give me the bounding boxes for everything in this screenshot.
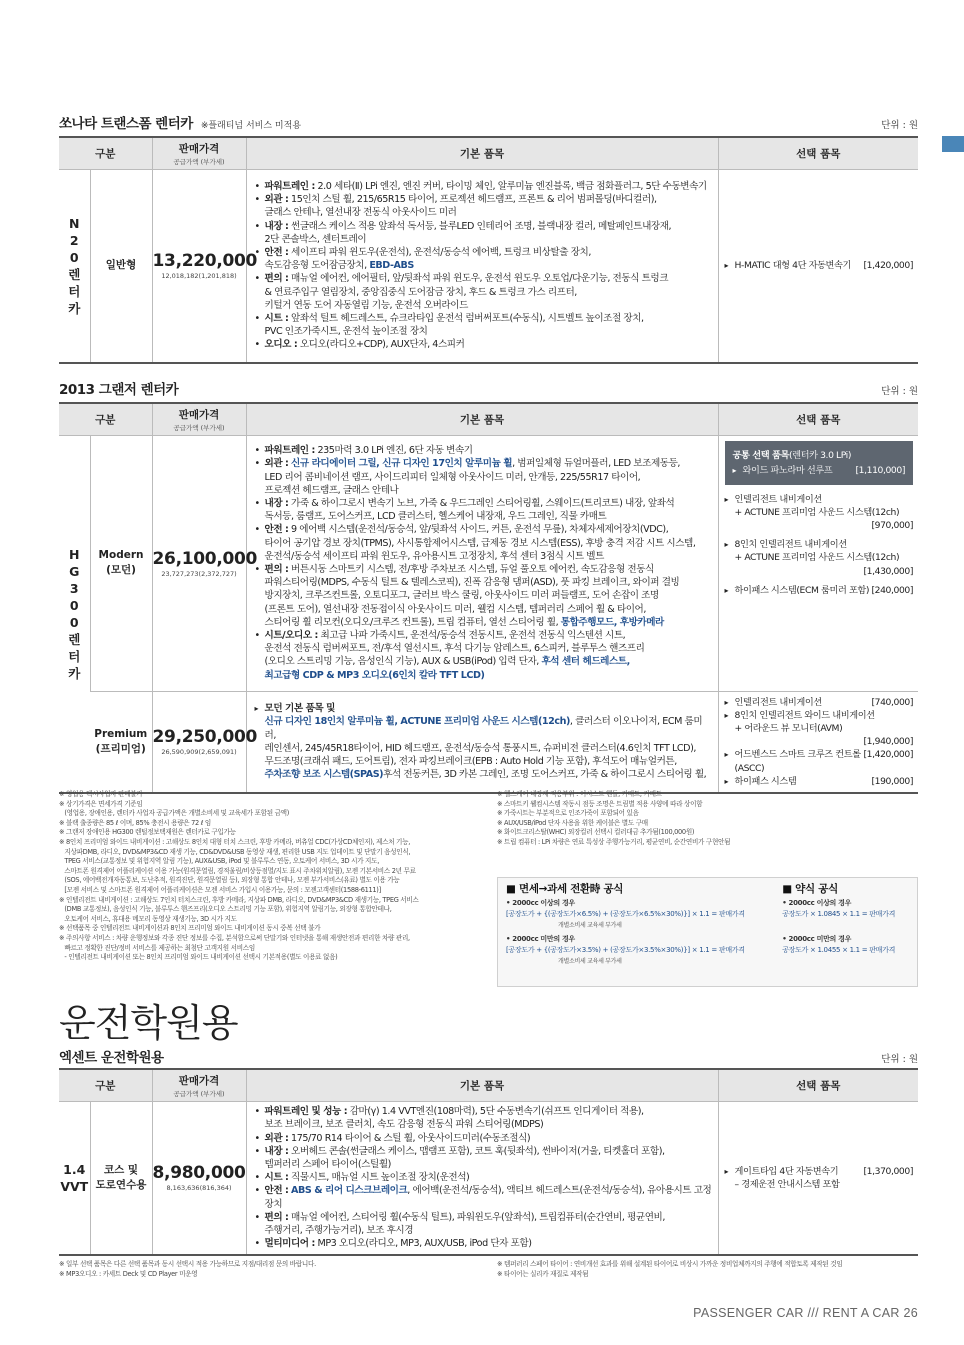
header-category: 구분 <box>59 403 152 435</box>
feature-key: 내장 : <box>264 497 289 509</box>
option-line <box>725 584 914 597</box>
feature-text: 버튼시동 스마트키 시스템, 전/후방 주차보조 시스템, 듀얼 풀오토 에어컨, 속도감응형 전동식 <box>288 564 654 575</box>
vertical-char: 0 <box>69 614 79 630</box>
feature-text: 파워스티어링(MDPS, 수동식 틸트 & 텔레스코픽), 진폭 감응형 댐퍼(ASD), 풋 파킹 브레이크, 와이퍼 결빙 <box>264 577 680 589</box>
option-price: [1,420,000] <box>863 749 914 761</box>
vertical-char: 0 <box>69 249 79 265</box>
note-line: ※ 상기가격은 면세가격 기준임 <box>59 799 143 808</box>
feature-item <box>255 510 713 523</box>
feature-text: 템퍼러리 스페어 타이어(스틸휠) <box>264 1158 391 1170</box>
option-item: ▸ 하이패스 시스템 <box>725 775 797 788</box>
feature-key: 멀티미디어 : <box>264 1238 315 1250</box>
table-row <box>59 1101 918 1255</box>
sonata-spec-table <box>59 136 918 364</box>
feature-item <box>255 325 713 338</box>
feature-key: 편의 : <box>264 564 289 575</box>
feature-key: 파워트레인 : <box>264 445 315 457</box>
vertical-char: 렌 <box>68 631 81 647</box>
option-price: [1,370,000] <box>863 1165 914 1177</box>
feature-item <box>255 642 713 655</box>
feature-text: MP3 오디오(라디오, MP3, AUX/USB, iPod 단자 포함) <box>314 1238 532 1250</box>
accent-notes-left <box>59 1260 489 1279</box>
option-price: [190,000] <box>871 775 914 787</box>
feature-key: 편의 : <box>264 1211 289 1223</box>
price-cell: 29,250,000 26,590,909(2,659,091) <box>152 691 246 793</box>
feature-text: PVC 인조가죽시트, 운전석 높이조절 장치 <box>264 326 428 338</box>
feature-key: 오디오 : <box>264 339 298 351</box>
option-price: [970,000] <box>871 519 914 531</box>
note-line: ※ 블랙 출종량은 85 ℓ 이며, 85% 충전시 용량은 72 ℓ 임 <box>59 818 212 827</box>
feature-item <box>255 1184 713 1210</box>
table-row-premium <box>59 691 918 793</box>
table-header-row <box>59 403 918 435</box>
feature-highlight: EBD-ABS <box>369 260 414 272</box>
header-price: 판매가격 공급가액 (부가세) <box>152 137 246 169</box>
vertical-char: 카 <box>68 300 81 316</box>
option-line <box>725 775 914 788</box>
feature-highlight: 통합주행모드, 후방카메라 <box>560 616 664 628</box>
note-line: 빠르고 정확한 진단/정비 서비스를 제공하는 최첨단 고객지원 서비스임 <box>59 943 255 952</box>
feature-key: 안전 : <box>264 246 289 258</box>
option-cell <box>718 169 918 363</box>
feature-text: 후석 전동커튼, 3D 카본 그레인, 조명 도어스커프, 가죽 & 하이그로시 스티어링 휠, <box>383 769 707 781</box>
note-line: ※ MP3오디오 : 카세트 Deck 및 CD Player 미운영 <box>59 1269 198 1278</box>
feature-text: 15인치 스틸 휠, 215/65R15 타이어, 프로젝션 헤드램프, 프론트 & 리어 범퍼몰딩(바디컬러), <box>288 194 657 206</box>
note-line: ※ 8인치 프리미엄 와이드 내비게이션 : 고해상도 8인치 대형 터치 스크린, 후방 카메라, 버츄얼 CDC(가상CD체인저), 제스처 기능, <box>59 837 410 846</box>
table-header-row <box>59 137 918 169</box>
feature-text: 글래스 안테나, 열선내장 전동식 아웃사이드 미러 <box>264 207 457 219</box>
feature-item <box>255 603 713 616</box>
feature-text: 가죽 & 하이그로시 변속기 노브, 가죽 & 우드그레인 스티어링휠, 스웨이드(트리코트) 내장, 앞좌석 <box>288 497 675 509</box>
feature-text: 앞좌석 틸트 헤드레스트, 슈크라타입 운전석 럼버써포트(수동식), 시트벨트 높이조절 장치, <box>288 312 644 324</box>
option-item: ▸ H-MATIC 대형 4단 자동변속기 <box>725 259 851 272</box>
feature-item <box>255 246 713 259</box>
feature-item <box>255 286 713 299</box>
feature-key: 파워트레인 : <box>264 180 315 192</box>
note-line: 오토케어 서비스, 휴대용 메모리 동영상 재생기능, 3D 시가 지도 <box>59 914 237 923</box>
feature-text: 2단 콘솔박스, 센터트레이 <box>264 233 367 245</box>
feature-item <box>255 655 713 668</box>
feature-item <box>255 312 713 325</box>
feature-text: 독서등, 룸램프, 도어스커프, LCD 클러스터, 헬스케어 내장재, 우드 그레인, 직물 카매트 <box>264 511 607 523</box>
feature-key: 외관 : <box>264 194 289 206</box>
basic-features <box>246 1101 718 1255</box>
trim-label: 일반형 <box>90 169 152 363</box>
option-item: ▸ 인텔리전트 내비게이션 <box>725 696 822 709</box>
feature-item <box>255 715 713 741</box>
note-line: (영업용, 장애인용, 렌터카 사업자 공급가액은 개별소비세 및 교육세가 포함된 금액) <box>59 809 289 818</box>
feature-highlight: 후석 센터 헤드레스트, <box>541 656 630 668</box>
note-line: ※ 타이어는 실리카 재질로 제작됨 <box>497 1269 589 1278</box>
feature-text: , 범퍼일체형 듀얼머플러, LED 보조제동등, <box>512 458 680 470</box>
option-item: ▸ 하이패스 시스템(ECM 룸미러 포함) <box>725 584 870 597</box>
option-cell <box>718 435 918 691</box>
feature-item <box>255 259 713 272</box>
feature-text: 주행거리, 주행가능거리), 보조 후시경 <box>264 1224 414 1236</box>
note-line: 지상파DMB, 라디오, DVD&MP3&CD 재생 기능, CD&DVD&USB 동영상 재생, 편리한 USB 지도 업데이트 및 단말기 음성인식, <box>59 847 411 856</box>
feature-text: 프로젝션 헤드램프, 글래스 안테나 <box>264 484 399 496</box>
basic-features <box>246 435 718 691</box>
table-row <box>59 169 918 363</box>
section-title: 2013 그랜저 렌터카 <box>59 382 179 398</box>
vertical-char: 카 <box>68 665 81 681</box>
option-item-sub: + ACTUNE 프리미엄 사운드 시스템(12ch) <box>734 506 900 518</box>
list-item: ▸ 모던 기본 품목 및 <box>255 702 713 715</box>
feature-item <box>255 299 713 312</box>
tax-formula-box <box>497 877 918 987</box>
header-price: 판매가격 공급가액 (부가세) <box>152 1069 246 1101</box>
note-line: ※ 헬스케어 내장재 적용부위 : 어시스트 핸들, 카매트, 카매트 <box>497 790 662 798</box>
table-row-modern <box>59 435 918 691</box>
note-line: (SOS, 에어백전개자동통보, 도난추적, 원격진단, 원격문열림 등), 외장형 통합 안테나, 모젠 부가서비스(유료) 별도 이용 가능 <box>59 876 400 885</box>
feature-text: 방지장치, 크루즈컨트롤, 오토디포그, 글러브 박스 쿨링, 아웃사이드 미러 퍼들램프, 도어 손잡이 조명 <box>264 590 659 602</box>
note-line: ※ 템퍼러리 스페어 타이어 : 연비개선 효과를 위해 설계된 타이어로 비상시 가까운 정비업체까지의 주행에 적합토록 제작된 것임 <box>497 1260 843 1268</box>
option-entry <box>725 748 914 774</box>
vertical-char: 0 <box>69 597 79 613</box>
feature-text: 속도감응형 도어잠금장치, <box>264 260 370 272</box>
note-line: TPEG 서비스(교통정보 및 위험지역 알림 기능), AUX&USB, iPod 및 블루투스 연동, 오토케어 서비스, 3D 시가 지도, <box>59 857 379 866</box>
option-price: [740,000] <box>871 696 914 708</box>
feature-item <box>255 338 713 351</box>
feature-key: 외관 : <box>264 1132 289 1144</box>
feature-text: 세이프티 파워 윈도우(운전석), 운전석/동승석 에어백, 트렁크 비상탈출 장치, <box>288 246 591 258</box>
feature-item <box>255 742 713 755</box>
note-line: [모젠 서비스 및 스마트폰 원격제어 어플리케이션은 모젠 서비스 가입시 이용가능, 문의 : 모젠고객센터(1588-6111)] <box>59 885 381 894</box>
feature-item <box>255 1118 713 1131</box>
vertical-char: 2 <box>69 232 79 248</box>
feature-item <box>255 1145 713 1158</box>
feature-key: 파워트레인 및 성능 : <box>264 1106 348 1118</box>
vertical-char: G <box>69 563 80 579</box>
sonata-section-header <box>59 112 918 132</box>
feature-item <box>255 471 713 484</box>
grandeur-section-header <box>59 378 918 398</box>
option-cell <box>718 691 918 793</box>
option-item: ▸ 인텔리전트 내비게이션 <box>725 493 914 506</box>
trim-label: Modern (모던) <box>90 435 152 691</box>
vertical-char: 터 <box>68 648 81 664</box>
feature-text: (오디오 스트리밍 기능, 음성인식 기능), AUX & USB(iPod) 입력 단자, <box>264 656 542 668</box>
feature-item <box>255 272 713 285</box>
section-title: 엑센트 운전학원용 <box>59 1050 164 1066</box>
feature-text: 235마력 3.0 LPi 엔진, 6단 자동 변속기 <box>314 445 473 457</box>
note-line: ※ 주의사항 서비스 : 차량 운행정보와 각종 진단 정보를 수집, 분석함으로써 단말기와 인터넷을 통해 재생안전과 편리한 차량 관리, <box>59 933 410 942</box>
note-line: (DMB 교통정보), 음성인식 기능, 블루투스 핸즈프리(오디오 스트리밍 기능 포함), 위험지역 알림기능, 외장형 통합안테나, <box>59 905 392 914</box>
feature-key: 내장 : <box>264 220 289 232</box>
feature-text: 썬글래스 케이스 적용 앞좌석 독서등, 블루LED 인테리어 조명, 블랙내장 컬러, 메탈페인트내장재, <box>288 220 672 232</box>
option-price: [1,430,000] <box>863 565 914 577</box>
feature-item <box>255 563 713 576</box>
feature-key: 내장 : <box>264 1145 289 1157</box>
feature-item <box>255 1105 713 1118</box>
header-option: 선택 품목 <box>718 137 918 169</box>
feature-text: 스티어링 휠 리모컨(오디오/크루즈 컨트롤), 트립 컴퓨터, 열선 스티어링 휠, <box>264 616 561 628</box>
feature-item <box>255 755 713 768</box>
feature-text: 무드조명(크래쉬 패드, 도어트림), 전자 파킹브레이크(EPB : Auto Hold 기능 포함), 후석도어 매뉴얼커튼, <box>264 755 677 767</box>
vertical-char: H <box>69 546 80 562</box>
feature-highlight: 최고급형 CDP & MP3 오디오(6인치 칼라 TFT LCD) <box>264 669 485 681</box>
feature-text: 매뉴얼 에어컨, 에어필터, 앞/뒷좌석 파워 윈도우, 운전석 윈도우 오토업/다운기능, 전동식 트렁크 <box>288 273 669 285</box>
feature-text: 키털거 연동 도어 자동열림 기능, 운전석 오버라이드 <box>264 299 468 311</box>
option-subline: – 경제운전 안내시스템 포함 <box>734 1178 840 1190</box>
option-price: [1,940,000] <box>863 736 914 748</box>
vertical-char: 렌 <box>68 266 81 282</box>
feature-item <box>255 616 713 629</box>
vertical-char: 터 <box>68 283 81 299</box>
feature-key: 안전 : <box>264 524 289 536</box>
vertical-char: N <box>69 215 80 231</box>
feature-key: 시트 : <box>264 1172 289 1184</box>
price-cell: 26,100,000 23,727,273(2,372,727) <box>152 435 246 691</box>
note-line: ※ 인텔리전트 내비게이션 : 고해상도 7인치 터치스크린, 후방 카메라, 지상파 DMB, 라디오, DVD&MP3&CD 재생기능, TPEG 서비스 <box>59 895 419 904</box>
feature-item <box>255 220 713 233</box>
note-line: ※ 일부 선택 품목은 다른 선택 품목과 동시 선택시 적용 가능하므로 지점/대리점 문의 바랍니다. <box>59 1260 316 1268</box>
formula-left: ■ 면세→과세 전환時 공식 • 2000cc 이상의 경우 [공장도가 + {(공장도가×6.5%) + (공장도가×6.5%×30%)}] × 1.1 = 판매가격 개별소비세 교육세 부가세 • 2000cc 미만의 경우 [공장도가 + {(공장도가×3.5%) + (공장도가×3.5%×30%)}] × 1.1 = 판매가격 개별소비세 교육세 부가세 <box>506 883 745 965</box>
feature-item <box>255 1158 713 1171</box>
model-vertical-label <box>59 169 90 363</box>
price-cell: 13,220,000 12,018,182(1,201,818) <box>152 169 246 363</box>
page-footer: PASSENGER CAR /// RENT A CAR 26 <box>693 1306 918 1320</box>
option-item: ▸ 어드벤스드 스마트 크루즈 컨트롤(ASCC) <box>725 748 864 774</box>
header-price: 판매가격 공급가액 (부가세) <box>152 403 246 435</box>
feature-key: 외관 : <box>264 458 289 470</box>
feature-text: 보조 브레이크, 보조 클러치, 속도 감응형 전동식 파워 스티어링(MDPS) <box>264 1119 544 1131</box>
table-header-row <box>59 1069 918 1101</box>
feature-key: 안전 : <box>264 1185 289 1197</box>
feature-key: 시트 : <box>264 312 289 324</box>
feature-key: 편의 : <box>264 273 289 285</box>
price-cell: 8,980,000 8,163,636(816,364) <box>152 1101 246 1255</box>
option-entry <box>725 775 914 788</box>
feature-key: 시트/오디오 : <box>264 630 318 642</box>
note-line: ※ 영업용 택시사업자 판매불가 <box>59 790 143 798</box>
feature-item <box>255 206 713 219</box>
note-line: ※ 가죽시트는 부분적으로 인조가죽이 포함되어 있음 <box>497 809 639 818</box>
accent-notes-right <box>497 1260 918 1279</box>
big-section-title: 운전학원용 <box>59 1001 238 1045</box>
feature-item <box>255 457 713 470</box>
feature-text: 레인센서, 245/45R18타이어, HID 헤드램프, 운전석/동승석 통풍시트, 슈퍼비전 클러스터(4.6인치 TFT LCD), <box>264 742 696 754</box>
feature-text: 최고급 나파 가죽시트, 운전석/동승석 전동시트, 운전석 전동식 익스텐션 시트, <box>317 630 626 642</box>
option-price: [240,000] <box>871 584 914 596</box>
basic-features <box>246 691 718 793</box>
feature-item <box>255 1211 713 1224</box>
feature-item <box>255 537 713 550</box>
feature-item <box>255 550 713 563</box>
feature-item <box>255 1224 713 1237</box>
feature-item <box>255 1171 713 1184</box>
unit-label: 단위 : 원 <box>881 386 918 397</box>
option-line <box>725 748 914 774</box>
header-basic: 기본 품목 <box>246 137 718 169</box>
header-basic: 기본 품목 <box>246 403 718 435</box>
feature-text: 감마(γ) 1.4 VVT엔진(108마력), 5단 수동변속기(쉬프트 인디게이터 적용), <box>347 1106 644 1118</box>
notes-left <box>59 790 489 963</box>
header-option: 선택 품목 <box>718 403 918 435</box>
feature-item <box>255 576 713 589</box>
option-item-sub: + ACTUNE 프리미엄 사운드 시스템(12ch) <box>734 552 900 564</box>
note-line: - 인텔리전트 내비게이션 또는 8인치 프리미엄 와이드 내비게이션 선택시 기본적용(별도 이용료 없음) <box>59 953 338 962</box>
feature-text: 9 에어백 시스템(운전석/동승석, 앞/뒷좌석 사이드, 커튼, 운전석 무릎), 차체자세제어장치(VDC), <box>288 524 669 536</box>
note-line: ※ AUX/USB/iPod 단자 사용을 위한 케이블은 별도 구매 <box>497 818 648 827</box>
accent-section-header <box>59 1046 918 1066</box>
feature-text: 직물시트, 매뉴얼 시트 높이조절 장치(운전석) <box>288 1172 470 1184</box>
accent-spec-table <box>59 1068 918 1256</box>
feature-text: 매뉴얼 에어컨, 스티어링 휠(수동식 틸트), 파워윈도우(앞좌석), 트립컴퓨터(순간연비, 평균연비, <box>288 1211 665 1223</box>
feature-text: 2.0 세타(Ⅱ) LPi 엔진, 엔진 커버, 타이밍 체인, 알루미늄 엔진블록, 백금 점화플러그, 5단 수동변속기 <box>314 180 707 192</box>
unit-label: 단위 : 원 <box>881 1054 918 1065</box>
engine-label: 1.4 VVT <box>59 1101 90 1255</box>
option-entry <box>725 493 914 533</box>
feature-text: & 연료주입구 열림장치, 중앙집중식 도어잠금 장치, 후드 & 트렁크 가스 리프터, <box>264 286 577 298</box>
feature-item <box>255 497 713 510</box>
note-line: ※ 트립 컴퓨터 : LPi 차량은 연료 특성상 주행가능거리, 평균연비, 순간연비가 구현안됨 <box>497 837 731 846</box>
common-option-box: 공통 선택 품목(렌터카 3.0 LPi) ▸ 와이드 파노라마 선루프 [1,110,000] <box>725 441 914 485</box>
feature-item <box>255 233 713 246</box>
feature-text: 운전석 전동식 럼버써포트, 전/후석 열선시트, 후석 다기능 암레스트, 6스피커, 블루투스 핸즈프리 <box>264 643 645 655</box>
header-category: 구분 <box>59 137 152 169</box>
feature-highlight: 신규 라디에이터 그릴, 신규 디자인 17인치 알루미늄 휠 <box>291 458 513 470</box>
note-line: ※ 그랜저 장애인용 HG300 렌털정보택재원은 렌터카로 구입가능 <box>59 828 236 837</box>
feature-highlight: 신규 디자인 18인치 알루미늄 휠, ACTUNE 프리미엄 사운드 시스템(12ch) <box>264 716 570 728</box>
note-line: ※ 스마트키 웰컴시스템 작동시 점등 조명은 트림별 적용 사양에 따라 상이함 <box>497 799 703 808</box>
notes-right <box>497 790 918 848</box>
option-item: ▸ 8인치 인텔리전트 와이드 내비게이션 <box>725 709 914 722</box>
option-entry <box>725 584 914 597</box>
header-option: 선택 품목 <box>718 1069 918 1101</box>
grandeur-spec-table <box>59 402 918 794</box>
feature-item <box>255 768 713 781</box>
feature-item <box>255 484 713 497</box>
feature-text: LED 리어 콤비네이션 램프, 사이드리피터 일체형 아웃사이드 미러, 안개등, 225/55R17 타이어, <box>264 471 641 483</box>
feature-item <box>255 523 713 536</box>
option-entry <box>725 538 914 578</box>
feature-item <box>255 629 713 642</box>
option-entry <box>725 696 914 709</box>
trim-label: 코스 및 도로연수용 <box>90 1101 152 1255</box>
option-item: ▸ 8인치 인텔리전트 내비게이션 <box>725 538 914 551</box>
option-line <box>725 696 914 709</box>
trim-label: Premium (프리미엄) <box>90 691 152 793</box>
header-basic: 기본 품목 <box>246 1069 718 1101</box>
feature-text: 오디오(라디오+CDP), AUX단자, 4스피커 <box>297 339 465 351</box>
note-line: ※ 화이트크리스탈(WHC) 외장컬러 선택시 컬러대금 추가됨(100,000원) <box>497 828 695 837</box>
section-note: ※플래티넘 서비스 미적용 <box>200 121 302 131</box>
option-item-sub: + 어라운드 뷰 모니터(AVM) <box>734 722 843 734</box>
feature-highlight: ABS & 리어 디스크브레이크 <box>291 1185 408 1197</box>
formula-right: ■ 약식 공식 • 2000cc 이상의 경우 공장도가 × 1.0845 × 1.1 = 판매가격 • 2000cc 미만의 경우 공장도가 × 1.0455 × 1.1 = 판매가격 <box>782 883 896 954</box>
feature-item <box>255 193 713 206</box>
feature-item <box>255 1132 713 1145</box>
vertical-char: 3 <box>69 580 79 596</box>
feature-text: 오버헤드 콘솔(썬글래스 케이스, 맵램프 포함), 코트 훅(뒷좌석), 썬바이저(거울, 티켓홀더 포함), <box>288 1145 665 1157</box>
option-cell <box>718 1101 918 1255</box>
option-entry <box>725 709 914 749</box>
feature-highlight: 주차조향 보조 시스템(SPAS) <box>264 769 384 781</box>
unit-label: 단위 : 원 <box>881 120 918 131</box>
feature-text: 175/70 R14 타이어 & 스틸 휠, 아웃사이드미러(수동조절식) <box>288 1132 531 1144</box>
side-tab-marker <box>942 136 964 152</box>
section-title: 쏘나타 트랜스폼 렌터카 <box>59 116 193 132</box>
feature-item <box>255 1237 713 1250</box>
feature-text: , 클러스터 이오나이저, ECM 룸미러, <box>264 716 703 741</box>
feature-text: (프론트 도어), 열선내장 전동접이식 아웃사이드 미러, 웰컴 시스템, 템퍼러리 스페어 휠 & 타이어, <box>264 603 646 615</box>
option-price: [1,420,000] <box>863 260 914 272</box>
feature-item <box>255 180 713 193</box>
header-category: 구분 <box>59 1069 152 1101</box>
feature-item <box>255 669 713 682</box>
feature-text: , 에어백(운전석/동승석), 액티브 헤드레스트(운전석/동승석), 유아용시트 고정장치 <box>264 1185 712 1210</box>
feature-text: 타이어 공기압 경보 장치(TPMS), 사시통합제어시스템, 급제동 경보 시스템(ESS), 후방 충격 저감 시트 시스템, <box>264 537 696 549</box>
basic-features <box>246 169 718 363</box>
option-item: ▸ 게이트타입 4단 자동변속기 <box>725 1165 839 1178</box>
feature-item <box>255 589 713 602</box>
feature-text: 운전석/동승석 세이프티 파워 윈도우, 유아용시트 고정장치, 후석 센터 3점식 시트 벨트 <box>264 550 604 562</box>
model-vertical-label <box>59 435 90 793</box>
note-line: 스마트폰 원격제어 어플리케이션 이용 가능(원격문열림, 경적울림/비상등점멸/지도 표시 주차위치알림), 모젠 기본서비스 2년 무료 <box>59 866 416 875</box>
feature-item <box>255 444 713 457</box>
note-line: ※ 선택품목 중 인텔리전트 내비게이션과 8인치 프리미엄 와이드 내비게이션 동시 중복 선택 불가 <box>59 924 321 933</box>
